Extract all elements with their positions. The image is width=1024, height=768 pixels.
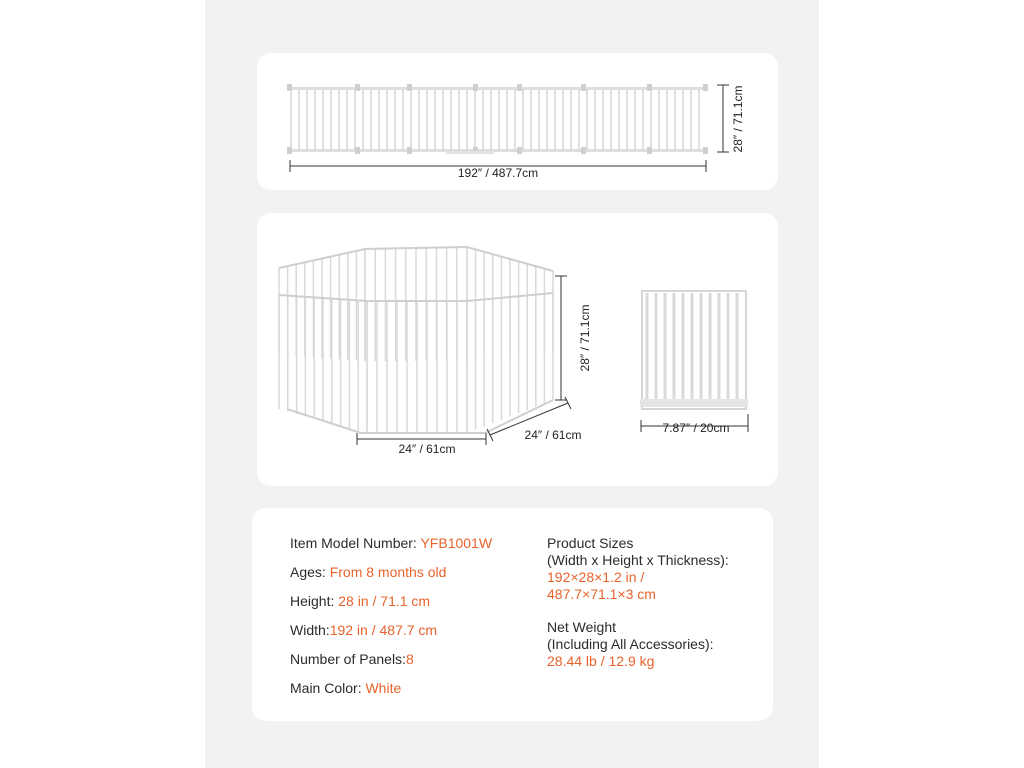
flat-fence-image	[287, 84, 708, 154]
assembled-fence-diagram	[257, 213, 778, 486]
spec-model-label: Item Model Number:	[290, 535, 421, 551]
height-label: 28″ / 71.1cm	[731, 85, 745, 153]
flat-fence-card	[257, 53, 778, 190]
height-dimension-line	[717, 85, 729, 152]
spec-color-row	[290, 680, 492, 709]
flat-fence-diagram	[257, 53, 778, 190]
spec-width-label: Width:	[290, 622, 330, 638]
product-sizes-block	[547, 535, 729, 603]
side-panel-label: 24″ / 61cm	[524, 428, 582, 442]
spec-color-value: White	[365, 680, 402, 696]
spec-height-label: Height:	[290, 593, 339, 609]
net-weight-title: Net Weight	[547, 619, 616, 635]
spec-width-row	[290, 622, 492, 651]
folded-fence-image	[640, 291, 748, 409]
net-weight-value: 28.44 lb / 12.9 kg	[547, 653, 655, 669]
front-panel-label: 24″ / 61cm	[398, 442, 456, 456]
thickness-label: 7.87″ / 20cm	[662, 421, 730, 435]
product-sizes-subtitle: (Width x Height x Thickness):	[547, 552, 729, 568]
specs-card	[252, 508, 773, 721]
product-sizes-value-2: 487.7×71.1×3 cm	[547, 586, 656, 602]
octagon-height-dimension-line	[555, 276, 567, 400]
spec-panels-row	[290, 651, 492, 680]
octagon-fence-image	[279, 247, 553, 433]
width-label: 192″ / 487.7cm	[457, 166, 539, 180]
spec-ages-value: From 8 months old	[329, 564, 447, 580]
product-sizes-title: Product Sizes	[547, 535, 634, 551]
assembled-fence-card	[257, 213, 778, 486]
spec-model-row	[290, 535, 492, 564]
octagon-height-label: 28″ / 71.1cm	[578, 304, 592, 372]
specs-left-column	[290, 535, 492, 709]
spec-height-value: 28 in / 71.1 cm	[338, 593, 431, 609]
net-weight-subtitle: (Including All Accessories):	[547, 636, 714, 652]
specs-right-column	[547, 535, 729, 686]
spec-height-row	[290, 593, 492, 622]
spec-panels-value: 8	[405, 651, 414, 667]
spec-panels-label: Number of Panels:	[290, 651, 406, 667]
net-weight-block	[547, 619, 729, 670]
spec-color-label: Main Color:	[290, 680, 366, 696]
spec-ages-label: Ages:	[290, 564, 330, 580]
spec-width-value: 192 in / 487.7 cm	[329, 622, 438, 638]
product-sizes-value-1: 192×28×1.2 in /	[547, 569, 645, 585]
spec-model-value: YFB1001W	[420, 535, 493, 551]
spec-ages-row	[290, 564, 492, 593]
